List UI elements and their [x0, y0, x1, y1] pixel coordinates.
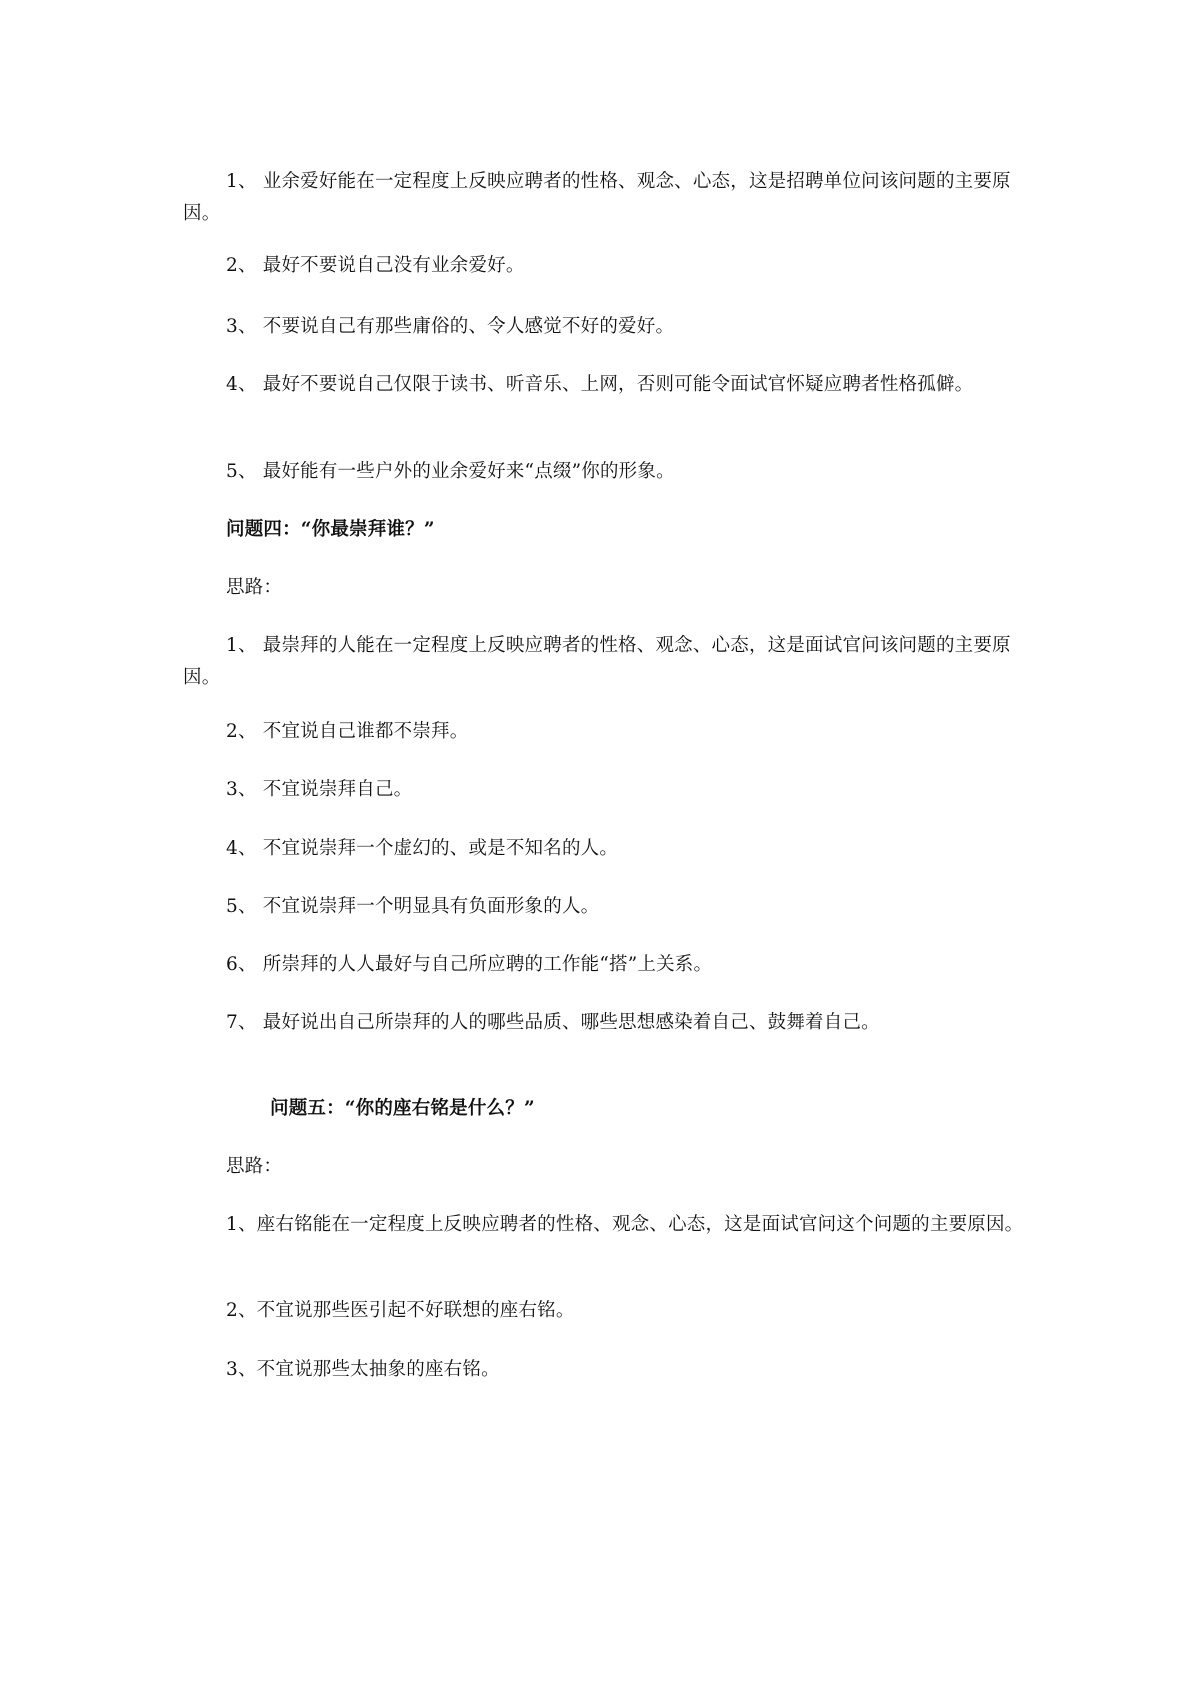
hobby-point-3: 3、 不要说自己有那些庸俗的、令人感觉不好的爱好。: [226, 316, 675, 337]
motto-point-3: 3、不宜说那些太抽象的座右铭。: [226, 1359, 500, 1380]
admire-point-3: 3、 不宜说崇拜自己。: [226, 779, 413, 800]
admire-point-5: 5、 不宜说崇拜一个明显具有负面形象的人。: [226, 896, 600, 917]
admire-point-6: 6、 所崇拜的人人最好与自己所应聘的工作能“搭”上关系。: [226, 954, 713, 975]
question-5-thinking-label: 思路：: [226, 1156, 283, 1177]
admire-point-7: 7、 最好说出自己所崇拜的人的哪些品质、哪些思想感染着自己、鼓舞着自己。: [226, 1012, 880, 1033]
hobby-point-5: 5、 最好能有一些户外的业余爱好来“点缀”你的形象。: [226, 461, 675, 482]
hobby-point-2: 2、 最好不要说自己没有业余爱好。: [226, 255, 525, 276]
hobby-point-1: 1、 业余爱好能在一定程度上反映应聘者的性格、观念、心态，这是招聘单位问该问题的主要原因。: [183, 171, 1011, 224]
admire-point-1: 1、 最崇拜的人能在一定程度上反映应聘者的性格、观念、心态，这是面试官问该问题的主要原因。: [183, 635, 1011, 688]
motto-point-1: 1、座右铭能在一定程度上反映应聘者的性格、观念、心态，这是面试官问这个问题的主要原因。: [226, 1214, 1024, 1235]
question-4-thinking-label: 思路：: [226, 577, 283, 598]
admire-point-2: 2、 不宜说自己谁都不崇拜。: [226, 721, 469, 742]
hobby-point-4: 4、 最好不要说自己仅限于读书、听音乐、上网，否则可能令面试官怀疑应聘者性格孤僻。: [226, 374, 974, 395]
motto-point-2: 2、不宜说那些医引起不好联想的座右铭。: [226, 1300, 575, 1321]
question-4-heading: 问题四：“你最崇拜谁？”: [226, 519, 435, 540]
admire-point-4: 4、 不宜说崇拜一个虚幻的、或是不知名的人。: [226, 838, 619, 859]
question-5-heading: 问题五：“你的座右铭是什么？”: [270, 1098, 535, 1119]
